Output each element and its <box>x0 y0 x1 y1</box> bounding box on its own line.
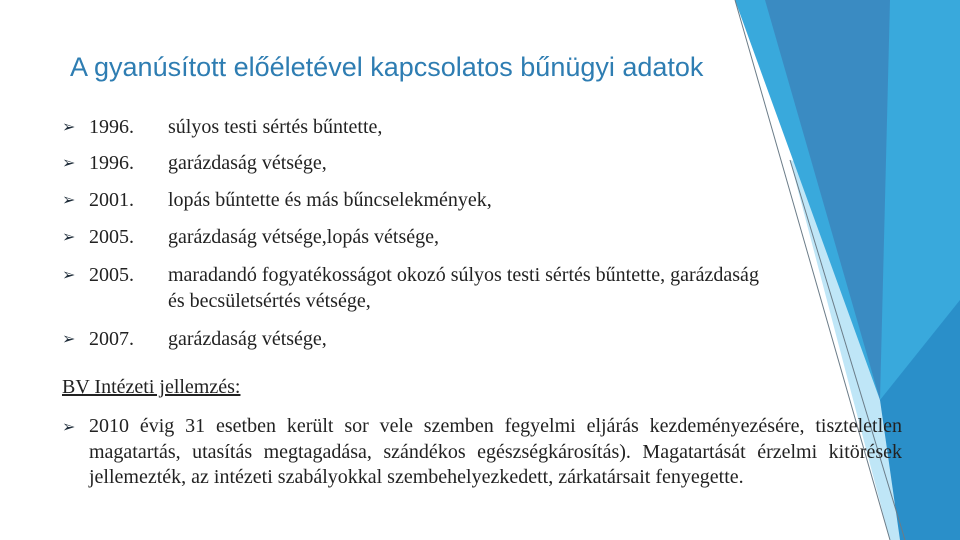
arrow-bullet-icon: ➢ <box>62 329 76 348</box>
list-item <box>62 187 762 224</box>
criminal-record-list <box>62 114 762 356</box>
assessment-paragraph <box>62 414 902 491</box>
arrow-bullet-icon: ➢ <box>62 117 76 136</box>
deco-dark-facet <box>765 0 890 400</box>
list-item <box>62 150 762 187</box>
list-item-text: garázdaság vétsége,lopás vétsége, <box>168 226 439 248</box>
arrow-bullet-icon: ➢ <box>62 227 76 246</box>
slide-title: A gyanúsított előéletével kapcsolatos bűnügyi adatok <box>70 52 704 82</box>
list-item-year: 2005. <box>89 264 134 286</box>
list-item-year: 2001. <box>89 189 134 211</box>
list-item-text: maradandó fogyatékosságot okozó súlyos testi sértés bűntette, garázdaság és becsületsértés vétsége, <box>168 264 759 312</box>
assessment-text: 2010 évig 31 esetben került sor vele szemben fegyelmi eljárás kezdeményezésére, tiszteletlen magatartás, utasítás megtagadása, szándékos egészségkárosítás). Magatartását érzelmi kitörések jellemezték, az intézeti szabályokkal szembehelyezkedett, zárkatársait fenyegette. <box>89 415 902 488</box>
list-item-year: 2005. <box>89 226 134 248</box>
list-item-text: garázdaság vétsége, <box>168 152 327 174</box>
list-item-text: lopás bűntette és más bűncselekmények, <box>168 189 492 211</box>
list-item-text: súlyos testi sértés bűntette, <box>168 116 383 138</box>
arrow-bullet-icon: ➢ <box>62 190 76 209</box>
list-item <box>62 326 762 356</box>
arrow-bullet-icon: ➢ <box>62 153 76 172</box>
list-item-year: 2007. <box>89 328 134 350</box>
list-item <box>62 262 762 326</box>
arrow-bullet-icon: ➢ <box>62 417 76 436</box>
list-item-text: garázdaság vétsége, <box>168 328 327 350</box>
section-heading: BV Intézeti jellemzés: <box>62 376 241 398</box>
list-item <box>62 224 762 262</box>
arrow-bullet-icon: ➢ <box>62 265 76 284</box>
list-item-year: 1996. <box>89 116 134 138</box>
list-item <box>62 114 762 150</box>
list-item-year: 1996. <box>89 152 134 174</box>
